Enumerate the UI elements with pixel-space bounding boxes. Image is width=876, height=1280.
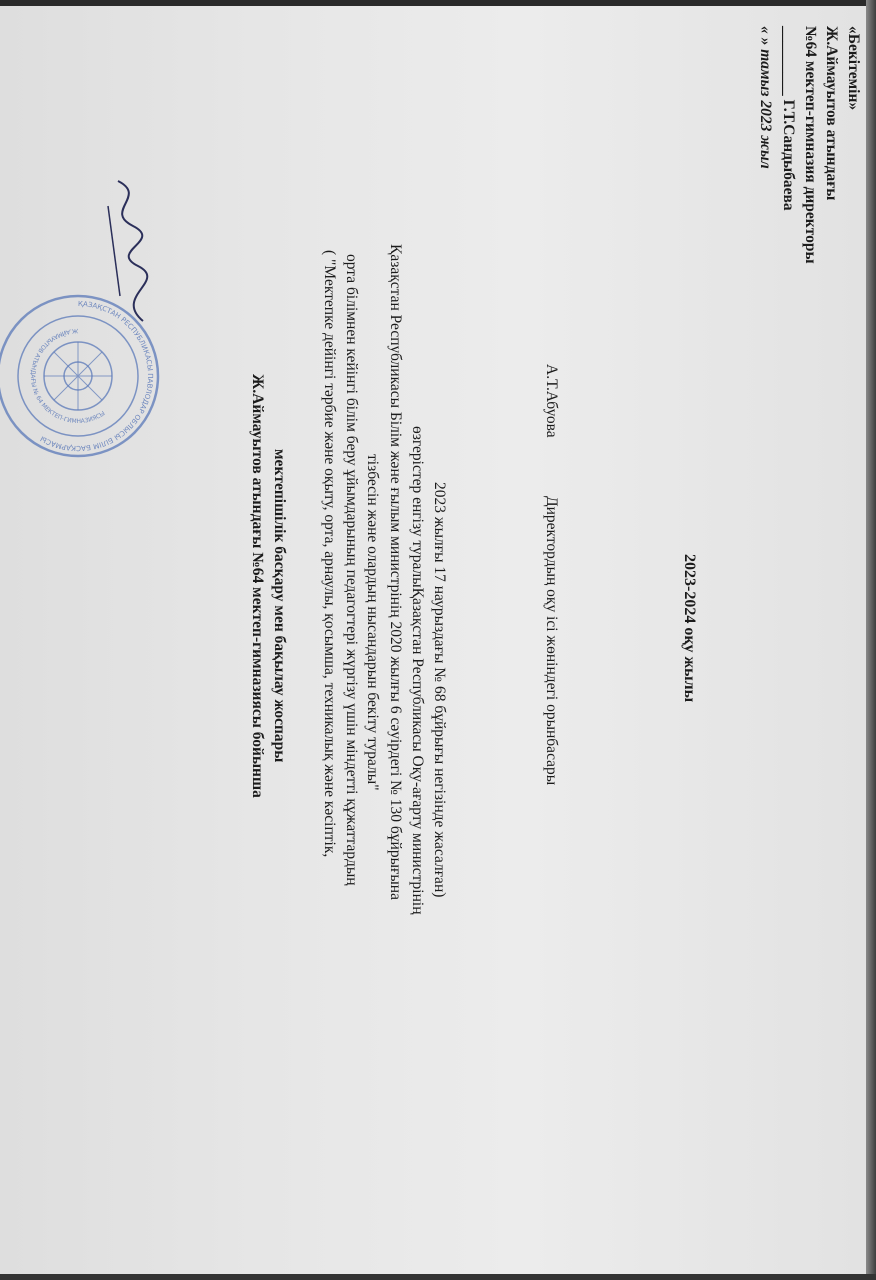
basis-line4: Қазақстан Республикасы Білім және ғылым министрінің 2020 жылғы 6 сәуірдегі № 130 бұйрығына bbox=[387, 244, 404, 900]
approval-date: « » тамыз 2023 жыл bbox=[757, 26, 774, 169]
rotated-page bbox=[0, 6, 868, 1276]
approval-line3: _________ Г.Т.Сандыбаева bbox=[780, 26, 797, 211]
author-name: А.Т.Абуова bbox=[543, 364, 560, 438]
document-title-line2: мектепішілік басқару мен бақылау жоспары bbox=[271, 449, 288, 763]
approval-line1: Ж.Аймауытов атындағы bbox=[823, 26, 840, 201]
document-title-line1: Ж.Аймауытов атындағы №64 мектеп-гимназиясы бойынша bbox=[249, 374, 266, 798]
basis-line3: тізбесін және олардың нысандарын бекіту туралы" bbox=[364, 454, 381, 791]
document-sheet bbox=[0, 6, 870, 1276]
background-edge-right bbox=[866, 0, 876, 1280]
official-seal bbox=[0, 291, 163, 461]
author-role: Директордың оқу ісі жөніндегі орынбасары bbox=[543, 496, 560, 786]
academic-year: 2023-2024 оқу жылы bbox=[681, 554, 698, 703]
basis-line5: өзгерістер енгізу туралыҚазақстан Республикасы Оқу-ағарту министрінің bbox=[409, 426, 426, 915]
basis-line2: орта білімнен кейінгі білім беру ұйымдарының педагогтері жүргізу үшін міндетті құжаттардың bbox=[343, 254, 360, 886]
approval-title: «Бекітемін» bbox=[845, 26, 862, 111]
approval-line2: №64 мектеп-гимназия директоры bbox=[802, 26, 819, 264]
seal-outer-text: ҚАЗАҚСТАН РЕСПУБЛИКАСЫ ПАВЛОДАР ОБЛЫСЫ БІЛІМ БАСҚАРМАСЫ bbox=[39, 299, 155, 453]
background-edge-bottom bbox=[0, 1274, 876, 1280]
basis-line6: 2023 жылғы 17 наурыздағы № 68 бұйрығы негізінде жасалған) bbox=[431, 482, 448, 898]
seal-inner-text: Ж.АЙМАУЫТОВ АТЫНДАҒЫ № 64 МЕКТЕП-ГИМНАЗИЯСЫ bbox=[28, 326, 107, 426]
basis-line1: ( "Мектепке дейінгі тәрбие және оқыту, орта, арнаулы, қосымша, техникалық және кәсіптік, bbox=[321, 250, 338, 858]
